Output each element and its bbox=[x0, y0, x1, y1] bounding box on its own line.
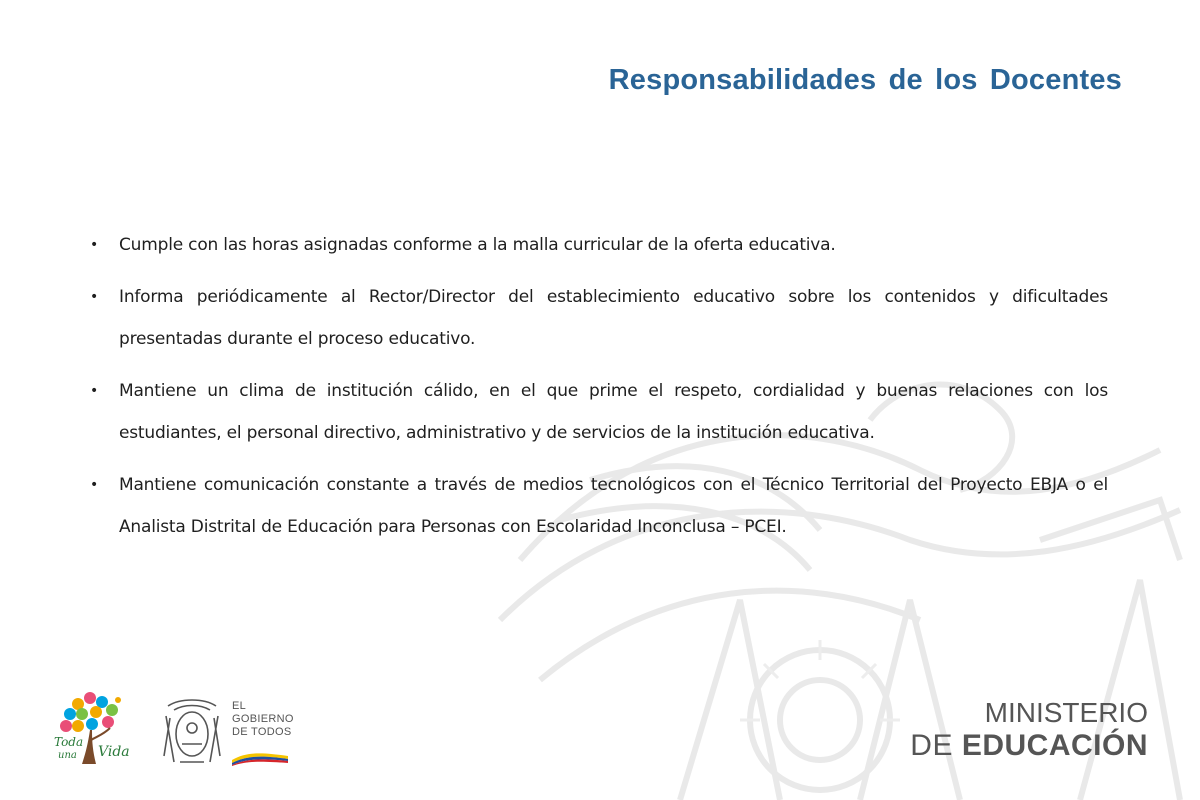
gobierno-logo-text bbox=[232, 700, 312, 739]
flag-stripe-icon bbox=[232, 752, 288, 766]
coat-of-arms-icon bbox=[160, 696, 224, 768]
bullet-glyph: • bbox=[90, 289, 99, 305]
bullet-glyph: • bbox=[90, 477, 99, 493]
bullet-list bbox=[90, 224, 1108, 558]
gobierno-line: EL bbox=[232, 700, 247, 712]
bullet-text: Cumple con las horas asignadas conforme a la malla curricular de la oferta educativa. bbox=[119, 235, 836, 255]
ministerio-line1: MINISTERIO bbox=[984, 697, 1148, 728]
bullet-glyph: • bbox=[90, 237, 99, 253]
bullet-item bbox=[90, 276, 1108, 360]
bullet-glyph: • bbox=[90, 383, 99, 399]
ministerio-line2-prefix: DE bbox=[910, 729, 953, 762]
bullet-text: Mantiene un clima de institución cálido, en el que prime el respeto, cordialidad y buenas relaciones con los estudiantes, el personal directivo, administrativo y de servicios de la institución educativa. bbox=[119, 381, 1108, 443]
tree-logo-icon bbox=[52, 688, 134, 770]
ministerio-line2-bold: EDUCACIÓN bbox=[961, 729, 1148, 762]
ministerio-logo bbox=[910, 697, 1148, 763]
bullet-text: Mantiene comunicación constante a través de medios tecnológicos con el Técnico Territorial del Proyecto EBJA o el Analista Distrital de Educación para Personas con Escolaridad Inconclusa – PCEI. bbox=[119, 475, 1108, 537]
gobierno-line: DE TODOS bbox=[232, 726, 292, 738]
svg-text:Vida: Vida bbox=[98, 744, 130, 760]
bullet-item bbox=[90, 464, 1108, 548]
bullet-text: Informa periódicamente al Rector/Director del establecimiento educativo sobre los contenidos y dificultades presentadas durante el proceso educativo. bbox=[119, 287, 1108, 349]
svg-text:Toda: Toda bbox=[54, 735, 84, 749]
bullet-item bbox=[90, 370, 1108, 454]
slide-title: Responsabilidades de los Docentes bbox=[608, 64, 1122, 96]
svg-text:una: una bbox=[58, 750, 77, 761]
ministerio-line2 bbox=[910, 729, 1148, 763]
bullet-item bbox=[90, 224, 1108, 266]
gobierno-line: GOBIERNO bbox=[232, 713, 294, 725]
